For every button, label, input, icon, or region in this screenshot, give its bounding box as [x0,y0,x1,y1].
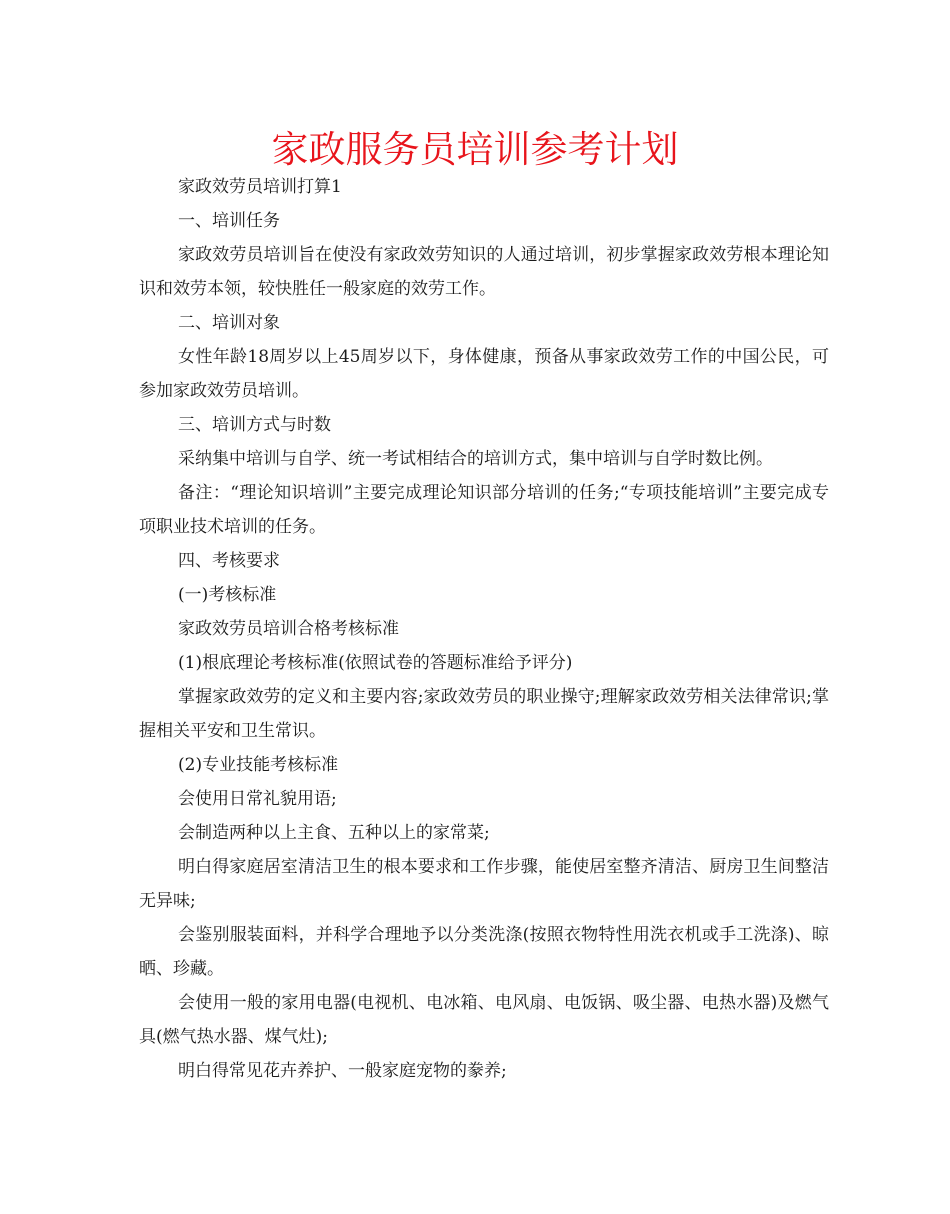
section-heading: 三、培训方式与时数 [178,415,331,435]
document-body [139,170,829,1088]
paragraph: 女性年龄18周岁以上45周岁以下，身体健康，预备从事家政效劳工作的中国公民，可参加家政效劳员培训。 [139,347,829,401]
paragraph: 会制造两种以上主食、五种以上的家常菜; [178,823,490,843]
paragraph: 会鉴别服装面料，并科学合理地予以分类洗涤(按照衣物特性用洗衣机或手工洗涤)、晾晒、珍藏。 [139,925,829,979]
section-heading: 四、考核要求 [178,551,280,571]
paragraph: 家政效劳员培训合格考核标准 [178,619,399,639]
paragraph: 会使用一般的家用电器(电视机、电冰箱、电风扇、电饭锅、吸尘器、电热水器)及燃气具(燃气热水器、煤气灶); [139,993,829,1047]
paragraph: 掌握家政效劳的定义和主要内容;家政效劳员的职业操守;理解家政效劳相关法律常识;掌握相关平安和卫生常识。 [139,687,829,741]
subsection-heading: (2)专业技能考核标准 [178,755,339,775]
paragraph: 明白得常见花卉养护、一般家庭宠物的豢养; [178,1061,507,1081]
paragraph: 明白得家庭居室清洁卫生的根本要求和工作步骤，能使居室整齐清洁、厨房卫生间整洁无异味; [139,857,829,911]
subsection-heading: (1)根底理论考核标准(依照试卷的答题标准给予评分) [178,653,573,673]
section-heading: 一、培训任务 [178,211,280,231]
paragraph: 会使用日常礼貌用语; [178,789,337,809]
section-heading: 二、培训对象 [178,313,280,333]
subsection-heading: (一)考核标准 [178,585,277,605]
paragraph: 家政效劳员培训打算1 [178,177,342,197]
paragraph: 家政效劳员培训旨在使没有家政效劳知识的人通过培训，初步掌握家政效劳根本理论知识和效劳本领，较快胜任一般家庭的效劳工作。 [139,245,829,299]
paragraph: 备注：“理论知识培训”主要完成理论知识部分培训的任务;“专项技能培训”主要完成专项职业技术培训的任务。 [139,483,829,537]
document-title: 家政服务员培训参考计划 [271,128,679,171]
paragraph: 采纳集中培训与自学、统一考试相结合的培训方式，集中培训与自学时数比例。 [178,449,773,469]
